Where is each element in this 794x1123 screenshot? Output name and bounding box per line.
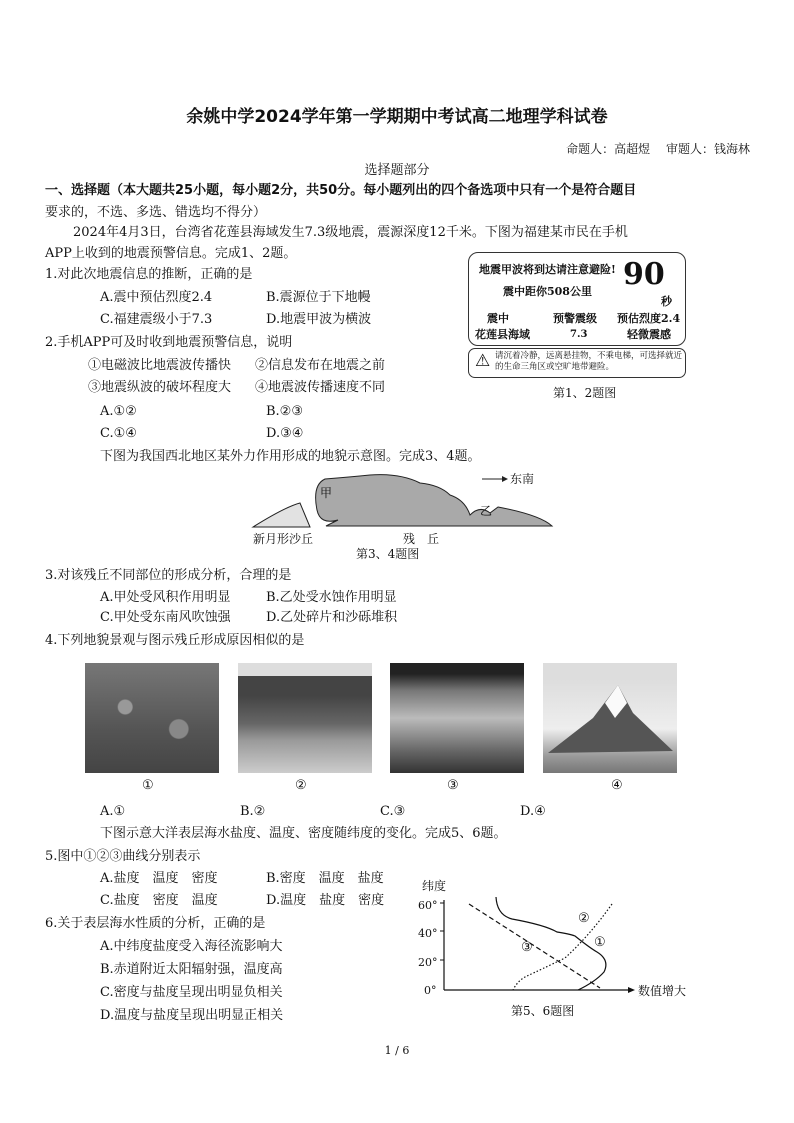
alert-distance: 震中距你508公里 xyxy=(503,285,592,298)
q2-statement-3: ③地震纵波的破坏程度大 xyxy=(88,380,232,395)
q1-option-d: D.地震甲波为横波 xyxy=(266,312,372,327)
alert-col1-value: 花莲县海域 xyxy=(475,328,530,341)
graph-y-label: 纬度 xyxy=(422,879,447,893)
q5-option-a: A.盐度 温度 密度 xyxy=(100,871,218,886)
alert-col1-label: 震中 xyxy=(487,312,509,325)
photo-gravel-field xyxy=(85,663,219,773)
photo-canyon-river xyxy=(238,663,372,773)
q3-option-c: C.甲处受东南风吹蚀强 xyxy=(100,610,231,625)
figure-caption-3: 第5、6题图 xyxy=(511,1004,575,1018)
q5-option-c: C.盐度 密度 温度 xyxy=(100,893,218,908)
alert-countdown: 90 xyxy=(623,257,665,292)
crescent-dune-shape xyxy=(253,503,310,527)
tick-20: 20° xyxy=(418,956,438,969)
q3-option-d: D.乙处碎片和沙砾堆积 xyxy=(266,610,398,625)
q2-statement-4: ④地震波传播速度不同 xyxy=(255,380,386,395)
alert-warning-box xyxy=(468,348,686,378)
label-yi: 乙 xyxy=(480,504,493,518)
q2-option-b: B.②③ xyxy=(266,404,303,419)
q6-stem: 6.关于表层海水性质的分析，正确的是 xyxy=(45,916,266,931)
q2-option-a: A.①② xyxy=(100,404,137,419)
page-number: 1 / 6 xyxy=(384,1044,410,1057)
photo-label-2: ② xyxy=(295,778,307,793)
direction-label: 东南 xyxy=(510,472,535,486)
earthquake-alert-card xyxy=(468,252,686,346)
q1-option-a: A.震中预估烈度2.4 xyxy=(100,290,213,305)
curve-3-label: ③ xyxy=(521,940,533,955)
q5-option-b: B.密度 温度 盐度 xyxy=(266,871,384,886)
intro-1: 2024年4月3日，台湾省花莲县海域发生7.3级地震，震源深度12千米。下图为福建某市民在手机 xyxy=(73,225,628,240)
q5-stem: 5.图中①②③曲线分别表示 xyxy=(45,849,201,864)
alert-col2-value: 7.3 xyxy=(570,329,588,340)
photo-sand-dunes xyxy=(390,663,524,773)
alert-col2-label: 预警震级 xyxy=(553,312,597,325)
q4-option-d: D.④ xyxy=(520,804,546,819)
tick-60: 60° xyxy=(418,899,438,912)
q2-option-c: C.①④ xyxy=(100,426,137,441)
label-residual-hill: 残 丘 xyxy=(403,532,440,546)
warning-triangle-icon: ⚠ xyxy=(475,351,491,371)
intro-3: 下图示意大洋表层海水盐度、温度、密度随纬度的变化。完成5、6题。 xyxy=(100,826,507,841)
q5-option-d: D.温度 盐度 密度 xyxy=(266,893,385,908)
q4-option-c: C.③ xyxy=(380,804,406,819)
q2-stem: 2.手机APP可及时收到地震预警信息，说明 xyxy=(45,335,293,350)
q1-option-b: B.震源位于下地幔 xyxy=(266,290,371,305)
q6-option-c: C.密度与盐度呈现出明显负相关 xyxy=(100,985,283,1000)
q6-option-a: A.中纬度盐度受入海径流影响大 xyxy=(100,939,283,954)
alert-col3-value: 轻微震感 xyxy=(627,328,671,341)
label-jia: 甲 xyxy=(320,486,333,500)
q6-option-d: D.温度与盐度呈现出明显正相关 xyxy=(100,1008,284,1023)
part-heading-text: 一、选择题（本大题共25小题，每小题2分，共50分。每小题列出的四个备选项中只有一个是符合题目 xyxy=(45,183,637,198)
tick-40: 40° xyxy=(418,927,438,940)
tick-0: 0° xyxy=(424,984,437,997)
q6-option-b: B.赤道附近太阳辐射强，温度高 xyxy=(100,962,283,977)
photo-label-4: ④ xyxy=(611,778,623,793)
curve-1-label: ① xyxy=(594,935,606,950)
intro-2: 下图为我国西北地区某外力作用形成的地貌示意图。完成3、4题。 xyxy=(100,449,481,464)
q1-stem: 1.对此次地震信息的推断，正确的是 xyxy=(45,267,253,282)
figure-caption-2: 第3、4题图 xyxy=(356,547,420,561)
warning-line-2: 的生命三角区或空旷地带避险。 xyxy=(495,362,615,372)
q2-option-d: D.③④ xyxy=(266,426,304,441)
alert-headline: 地震甲波将到达请注意避险! xyxy=(479,263,616,276)
graph-x-label: 数值增大 xyxy=(638,984,687,998)
q1-option-c: C.福建震级小于7.3 xyxy=(100,312,213,327)
photo-label-1: ① xyxy=(142,778,154,793)
photo-label-3: ③ xyxy=(447,778,459,793)
part-heading xyxy=(45,182,636,200)
q2-statement-1: ①电磁波比地震波传播快 xyxy=(88,358,232,373)
q3-option-a: A.甲处受风积作用明显 xyxy=(100,590,231,605)
section-title: 选择题部分 xyxy=(364,163,430,178)
part-heading-2: 要求的，不选、多选、错选均不得分） xyxy=(45,205,267,220)
authors: 命题人：高超煜 审题人：钱海林 xyxy=(566,142,750,156)
figure-caption-1: 第1、2题图 xyxy=(553,386,617,400)
label-dune: 新月形沙丘 xyxy=(253,532,314,546)
q3-stem: 3.对该残丘不同部位的形成分析，合理的是 xyxy=(45,568,292,583)
q4-option-b: B.② xyxy=(240,804,266,819)
curve-2-label: ② xyxy=(578,911,590,926)
q3-option-b: B.乙处受水蚀作用明显 xyxy=(266,590,397,605)
warning-line-1: 请沉着冷静，远离悬挂物，不乘电梯，可选择就近 xyxy=(495,351,683,361)
q4-option-a: A.① xyxy=(100,804,126,819)
q2-statement-2: ②信息发布在地震之前 xyxy=(255,358,386,373)
alert-col3-label: 预估烈度2.4 xyxy=(617,312,681,325)
alert-unit: 秒 xyxy=(661,295,672,308)
intro-1b: APP上收到的地震预警信息。完成1、2题。 xyxy=(45,246,297,261)
photo-matterhorn xyxy=(543,663,677,773)
page-title: 余姚中学2024学年第一学期期中考试高二地理学科试卷 xyxy=(186,107,608,127)
q4-stem: 4.下列地貌景观与图示残丘形成原因相似的是 xyxy=(45,633,305,648)
